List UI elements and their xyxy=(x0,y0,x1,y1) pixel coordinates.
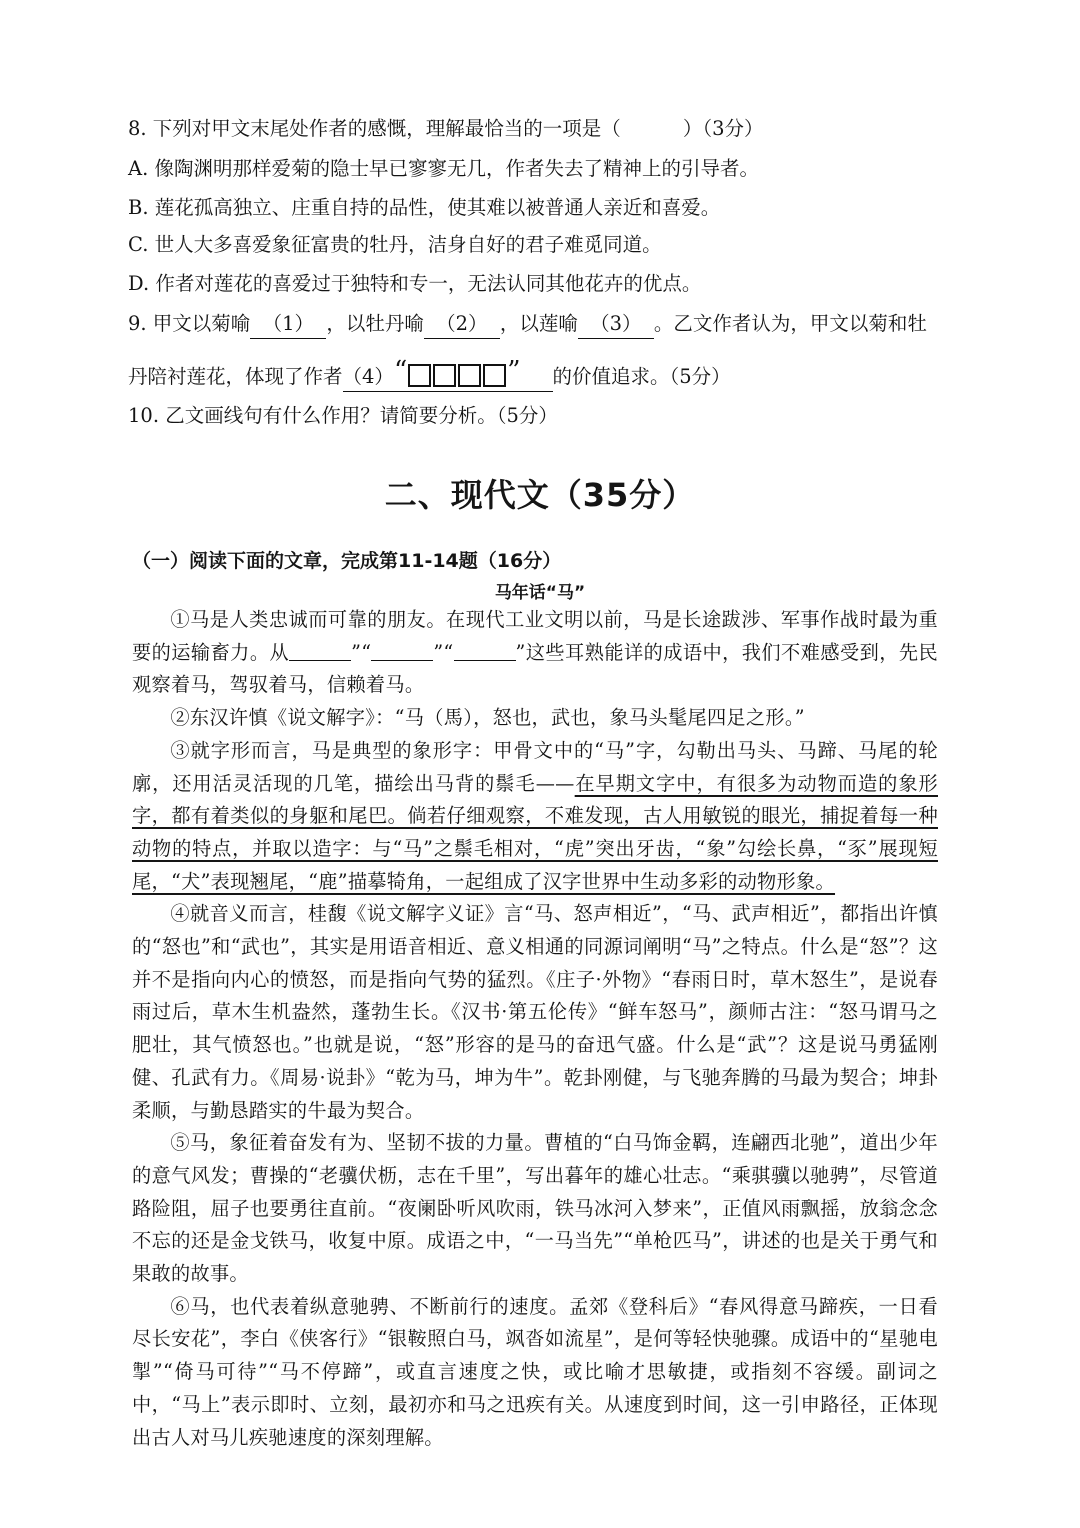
paragraph-1 xyxy=(132,604,938,702)
q9-blank-2: （2） xyxy=(424,310,500,339)
q8-option-a: A. 像陶渊明那样爱菊的隐士早已寥寥无几，作者失去了精神上的引导者。 xyxy=(128,157,759,180)
p1-quote: ”“ xyxy=(433,640,454,664)
p1-quote: ” xyxy=(515,640,526,664)
p3-underlined-sentence: 在早期文字中，有很多为动物而造的象形字，都有着类似的身躯和尾巴。倘若仔细观察，不难发现，古人用敏锐的眼光，捕捉着每一种动物的特点，并取以造字：与“马”之鬃毛相对，“虎”突出牙齿，“象”勾绘长鼻，“豕”展现短尾，“犬”表现翘尾，“鹿”描摹犄角，一起组成了汉字世界中生动多彩的动物形象。 xyxy=(132,771,938,893)
q9-text-3: ，以莲喻 xyxy=(499,312,578,335)
p1-text-a: ①马是人类忠诚而可靠的朋友。在现代工业文明以前，马是长途跋涉、军事作战时最为重要的运输畜力。从 xyxy=(132,608,938,664)
q9-blank-4 xyxy=(343,357,553,392)
p1-quote: ”“ xyxy=(351,640,372,664)
answer-box xyxy=(408,364,431,387)
q9-quote-close: ” xyxy=(507,356,521,386)
article-body xyxy=(132,604,938,1454)
idiom-blank xyxy=(371,642,433,661)
section-title: 二、现代文（35分） xyxy=(384,476,696,514)
q8-stem-text: 8. 下列对甲文末尾处作者的感慨，理解最恰当的一项是（ xyxy=(128,117,621,140)
q9-text-4: 。乙文作者认为，甲文以菊和牡 xyxy=(653,312,927,335)
q9-blank-4-label: （4） xyxy=(342,365,394,388)
question-8-stem xyxy=(128,115,948,143)
q9-text-1: 9. 甲文以菊喻 xyxy=(128,312,251,335)
q8-option-b: B. 莲花孤高独立、庄重自持的品性，使其难以被普通人亲近和喜爱。 xyxy=(128,196,721,219)
q9-quote-open: “ xyxy=(393,356,408,386)
p1-text-b: 这些耳熟能详的成语中，我们不难感受到，先民观察着马，驾驭着马，信赖着马。 xyxy=(132,640,938,697)
q8-score: ）（3分） xyxy=(682,117,764,140)
question-9-line-1 xyxy=(128,310,948,339)
q9-blank-1: （1） xyxy=(250,310,326,339)
paragraph-5: ⑤马，象征着奋发有为、坚韧不拔的力量。曹植的“白马饰金羁，连翩西北驰”，道出少年的意气风发；曹操的“老骥伏枥，志在千里”，写出暮年的雄心壮志。“乘骐骥以驰骋”，尽管道路险阻，屈子也要勇往直前。“夜阑卧听风吹雨，铁马冰河入梦来”，正值风雨飘摇，放翁念念不忘的还是金戈铁马，收复中原。成语之中，“一马当先”“单枪匹马”，讲述的也是关于勇气和果敢的故事。 xyxy=(132,1131,938,1286)
q9-text-2: ，以牡丹喻 xyxy=(326,312,424,335)
q9-text-5: 丹陪衬莲花，体现了作者 xyxy=(128,365,343,388)
paragraph-6: ⑥马，也代表着纵意驰骋、不断前行的速度。孟郊《登科后》“春风得意马蹄疾，一日看尽长安花”，李白《侠客行》“银鞍照白马，飒沓如流星”，是何等轻快驰骤。成语中的“星驰电掣”“倚马可待”“马不停蹄”，或直言速度之快，或比喻才思敏捷，或指刻不容缓。副词之中，“马上”表示即时、立刻，最初亦和马之迅疾有关。从速度到时间，这一引申路径，正体现出古人对马儿疾驰速度的深刻理解。 xyxy=(132,1294,938,1449)
q8-option-c: C. 世人大多喜爱象征富贵的牡丹，洁身自好的君子难觅同道。 xyxy=(128,233,662,256)
question-9-line-2 xyxy=(128,357,948,392)
q8-option-d: D. 作者对莲花的喜爱过于独特和专一，无法认同其他花卉的优点。 xyxy=(128,272,702,295)
answer-box xyxy=(483,364,506,387)
idiom-blank xyxy=(289,642,351,661)
question-10: 10. 乙文画线句有什么作用？请简要分析。（5分） xyxy=(128,404,558,427)
p3-text: ③就字形而言，马是典型的象形字：甲骨文中的“马”字，勾勒出马头、马蹄、马尾的轮廓，还用活灵活现的几笔，描绘出马背的鬃毛—— xyxy=(132,738,938,795)
article-title: 马年话“马” xyxy=(494,583,586,603)
q9-blank-3: （3） xyxy=(578,310,654,339)
paragraph-4: ④就音义而言，桂馥《说文解字义证》言“马、怒声相近”，“马、武声相近”，都指出许慎的“怒也”和“武也”，其实是用语音相近、意义相通的同源词阐明“马”之特点。什么是“怒”？这并不是指向内心的愤怒，而是指向气势的猛烈。《庄子·外物》“春雨日时，草木怒生”，是说春雨过后，草木生机盎然，蓬勃生长。《汉书·第五伦传》“鲜车怒马”，颜师古注：“怒马谓马之肥壮，其气愤怒也。”也就是说，“怒”形容的是马的奋迅气盛。什么是“武”？这是说马勇猛刚健、孔武有力。《周易·说卦》“乾为马，坤为牛”。乾卦刚健，与飞驰奔腾的马最为契合；坤卦柔顺，与勤恳踏实的牛最为契合。 xyxy=(132,902,938,1122)
answer-box xyxy=(458,364,481,387)
paragraph-3 xyxy=(132,735,938,899)
idiom-blank xyxy=(454,642,516,661)
answer-box xyxy=(433,364,456,387)
paragraph-2: ②东汉许慎《说文解字》：“马（馬），怒也，武也，象马头髦尾四足之形。” xyxy=(170,706,805,730)
reading-instruction: （一）阅读下面的文章，完成第11-14题（16分） xyxy=(132,550,562,572)
q9-text-6: 的价值追求。（5分） xyxy=(552,365,731,388)
